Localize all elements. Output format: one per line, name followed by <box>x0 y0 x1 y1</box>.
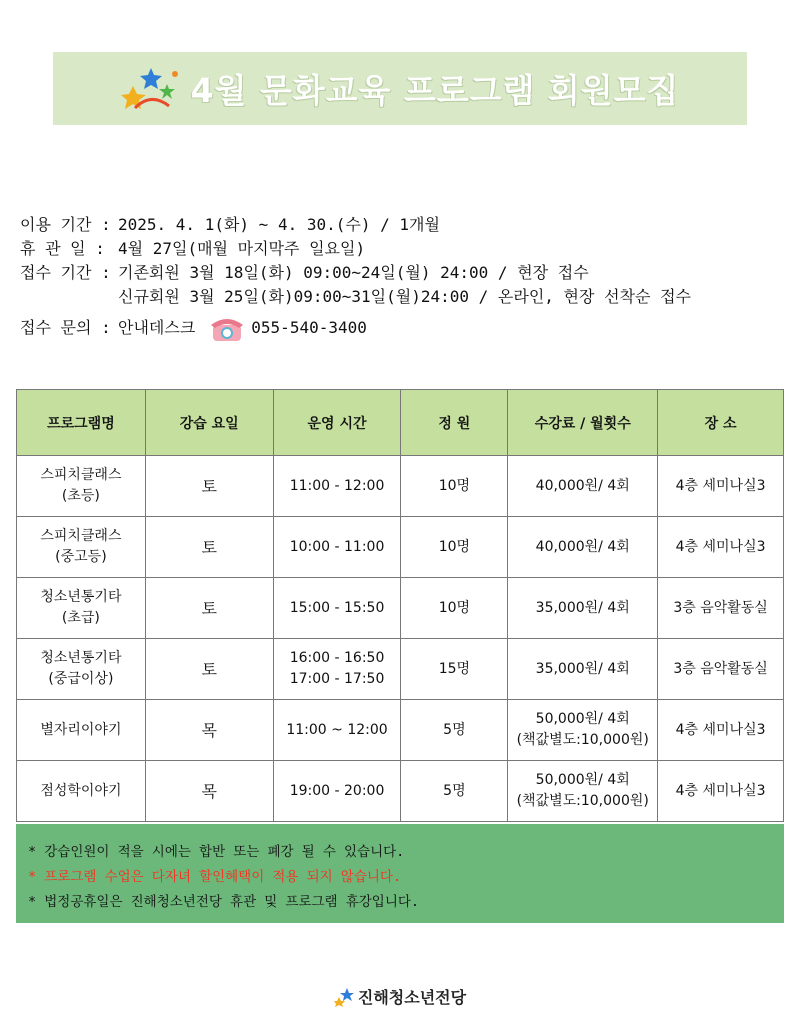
program-fee: 50,000원/ 4회 (책값별도:10,000원) <box>508 761 658 822</box>
program-capacity: 5명 <box>401 761 508 822</box>
closed-row <box>20 237 691 261</box>
period-row <box>20 213 691 237</box>
registration-row <box>20 261 691 285</box>
program-name: 스피치클래스 (초등) <box>17 456 146 517</box>
program-name: 스피치클래스 (중고등) <box>17 517 146 578</box>
program-fee: 35,000원/ 4회 <box>508 578 658 639</box>
program-fee: 35,000원/ 4회 <box>508 639 658 700</box>
celebration-stars-icon <box>121 64 181 114</box>
program-fee: 40,000원/ 4회 <box>508 517 658 578</box>
table-row <box>17 639 784 700</box>
period-label: 이용 기간 : <box>20 215 111 234</box>
notice-box <box>16 824 784 923</box>
program-place: 4층 세미나실3 <box>658 456 784 517</box>
closed-label: 휴 관 일 : <box>20 239 105 258</box>
program-day: 토 <box>145 456 273 517</box>
contact-label: 접수 문의 : <box>20 318 111 337</box>
table-row <box>17 700 784 761</box>
program-day: 토 <box>145 639 273 700</box>
program-time: 11:00 ~ 12:00 <box>273 700 401 761</box>
program-capacity: 15명 <box>401 639 508 700</box>
registration-new: 신규회원 3월 25일(화)09:00~31일(월)24:00 / 온라인, 현장 선착순 접수 <box>118 287 692 306</box>
program-name: 별자리이야기 <box>17 700 146 761</box>
program-capacity: 10명 <box>401 578 508 639</box>
program-name: 청소년통기타 (초급) <box>17 578 146 639</box>
registration-new-row <box>20 285 691 309</box>
registration-existing: 기존회원 3월 18일(화) 09:00~24일(월) 24:00 / 현장 접수 <box>118 263 589 282</box>
header-day: 강습 요일 <box>145 390 273 456</box>
period-value: 2025. 4. 1(화) ~ 4. 30.(수) / 1개월 <box>118 215 440 234</box>
program-place: 3층 음악활동실 <box>658 639 784 700</box>
contact-desk: 안내데스크 <box>118 318 196 337</box>
notice-item-warning: * 프로그램 수업은 다자녀 할인혜택이 적용 되지 않습니다. <box>28 869 402 885</box>
table-header-row <box>17 390 784 456</box>
table-row <box>17 456 784 517</box>
header-place: 장 소 <box>658 390 784 456</box>
program-time: 11:00 - 12:00 <box>273 456 401 517</box>
program-capacity: 10명 <box>401 456 508 517</box>
header-capacity: 정 원 <box>401 390 508 456</box>
table-row <box>17 517 784 578</box>
closed-value: 4월 27일(매월 마지막주 일요일) <box>118 239 366 258</box>
info-section <box>20 213 691 347</box>
notice-item: * 법정공휴일은 진해청소년전당 휴관 및 프로그램 휴강입니다. <box>28 894 420 910</box>
program-time: 19:00 - 20:00 <box>273 761 401 822</box>
program-day: 목 <box>145 700 273 761</box>
footer <box>0 985 800 1008</box>
organization-name: 진해청소년전당 <box>357 988 467 1007</box>
program-table <box>16 389 784 822</box>
program-capacity: 5명 <box>401 700 508 761</box>
contact-row <box>20 309 691 347</box>
table-row <box>17 761 784 822</box>
program-name: 청소년통기타 (중급이상) <box>17 639 146 700</box>
logo-icon <box>334 987 356 1007</box>
header-fee: 수강료 / 월횟수 <box>508 390 658 456</box>
program-place: 3층 음악활동실 <box>658 578 784 639</box>
program-day: 토 <box>145 517 273 578</box>
program-name: 점성학이야기 <box>17 761 146 822</box>
contact-phone: 055-540-3400 <box>251 318 367 337</box>
table-row <box>17 578 784 639</box>
registration-label: 접수 기간 : <box>20 263 111 282</box>
title-banner <box>53 52 747 125</box>
program-place: 4층 세미나실3 <box>658 517 784 578</box>
header-program: 프로그램명 <box>17 390 146 456</box>
program-fee: 40,000원/ 4회 <box>508 456 658 517</box>
program-time: 10:00 - 11:00 <box>273 517 401 578</box>
program-day: 목 <box>145 761 273 822</box>
telephone-icon <box>209 313 245 343</box>
program-place: 4층 세미나실3 <box>658 700 784 761</box>
notice-item: * 강습인원이 적을 시에는 합반 또는 폐강 될 수 있습니다. <box>28 844 405 860</box>
page-title: 4월 문화교육 프로그램 회원모집 <box>190 71 680 110</box>
program-time: 15:00 - 15:50 <box>273 578 401 639</box>
program-place: 4층 세미나실3 <box>658 761 784 822</box>
program-capacity: 10명 <box>401 517 508 578</box>
program-fee: 50,000원/ 4회 (책값별도:10,000원) <box>508 700 658 761</box>
program-day: 토 <box>145 578 273 639</box>
program-time: 16:00 - 16:50 17:00 - 17:50 <box>273 639 401 700</box>
header-time: 운영 시간 <box>273 390 401 456</box>
